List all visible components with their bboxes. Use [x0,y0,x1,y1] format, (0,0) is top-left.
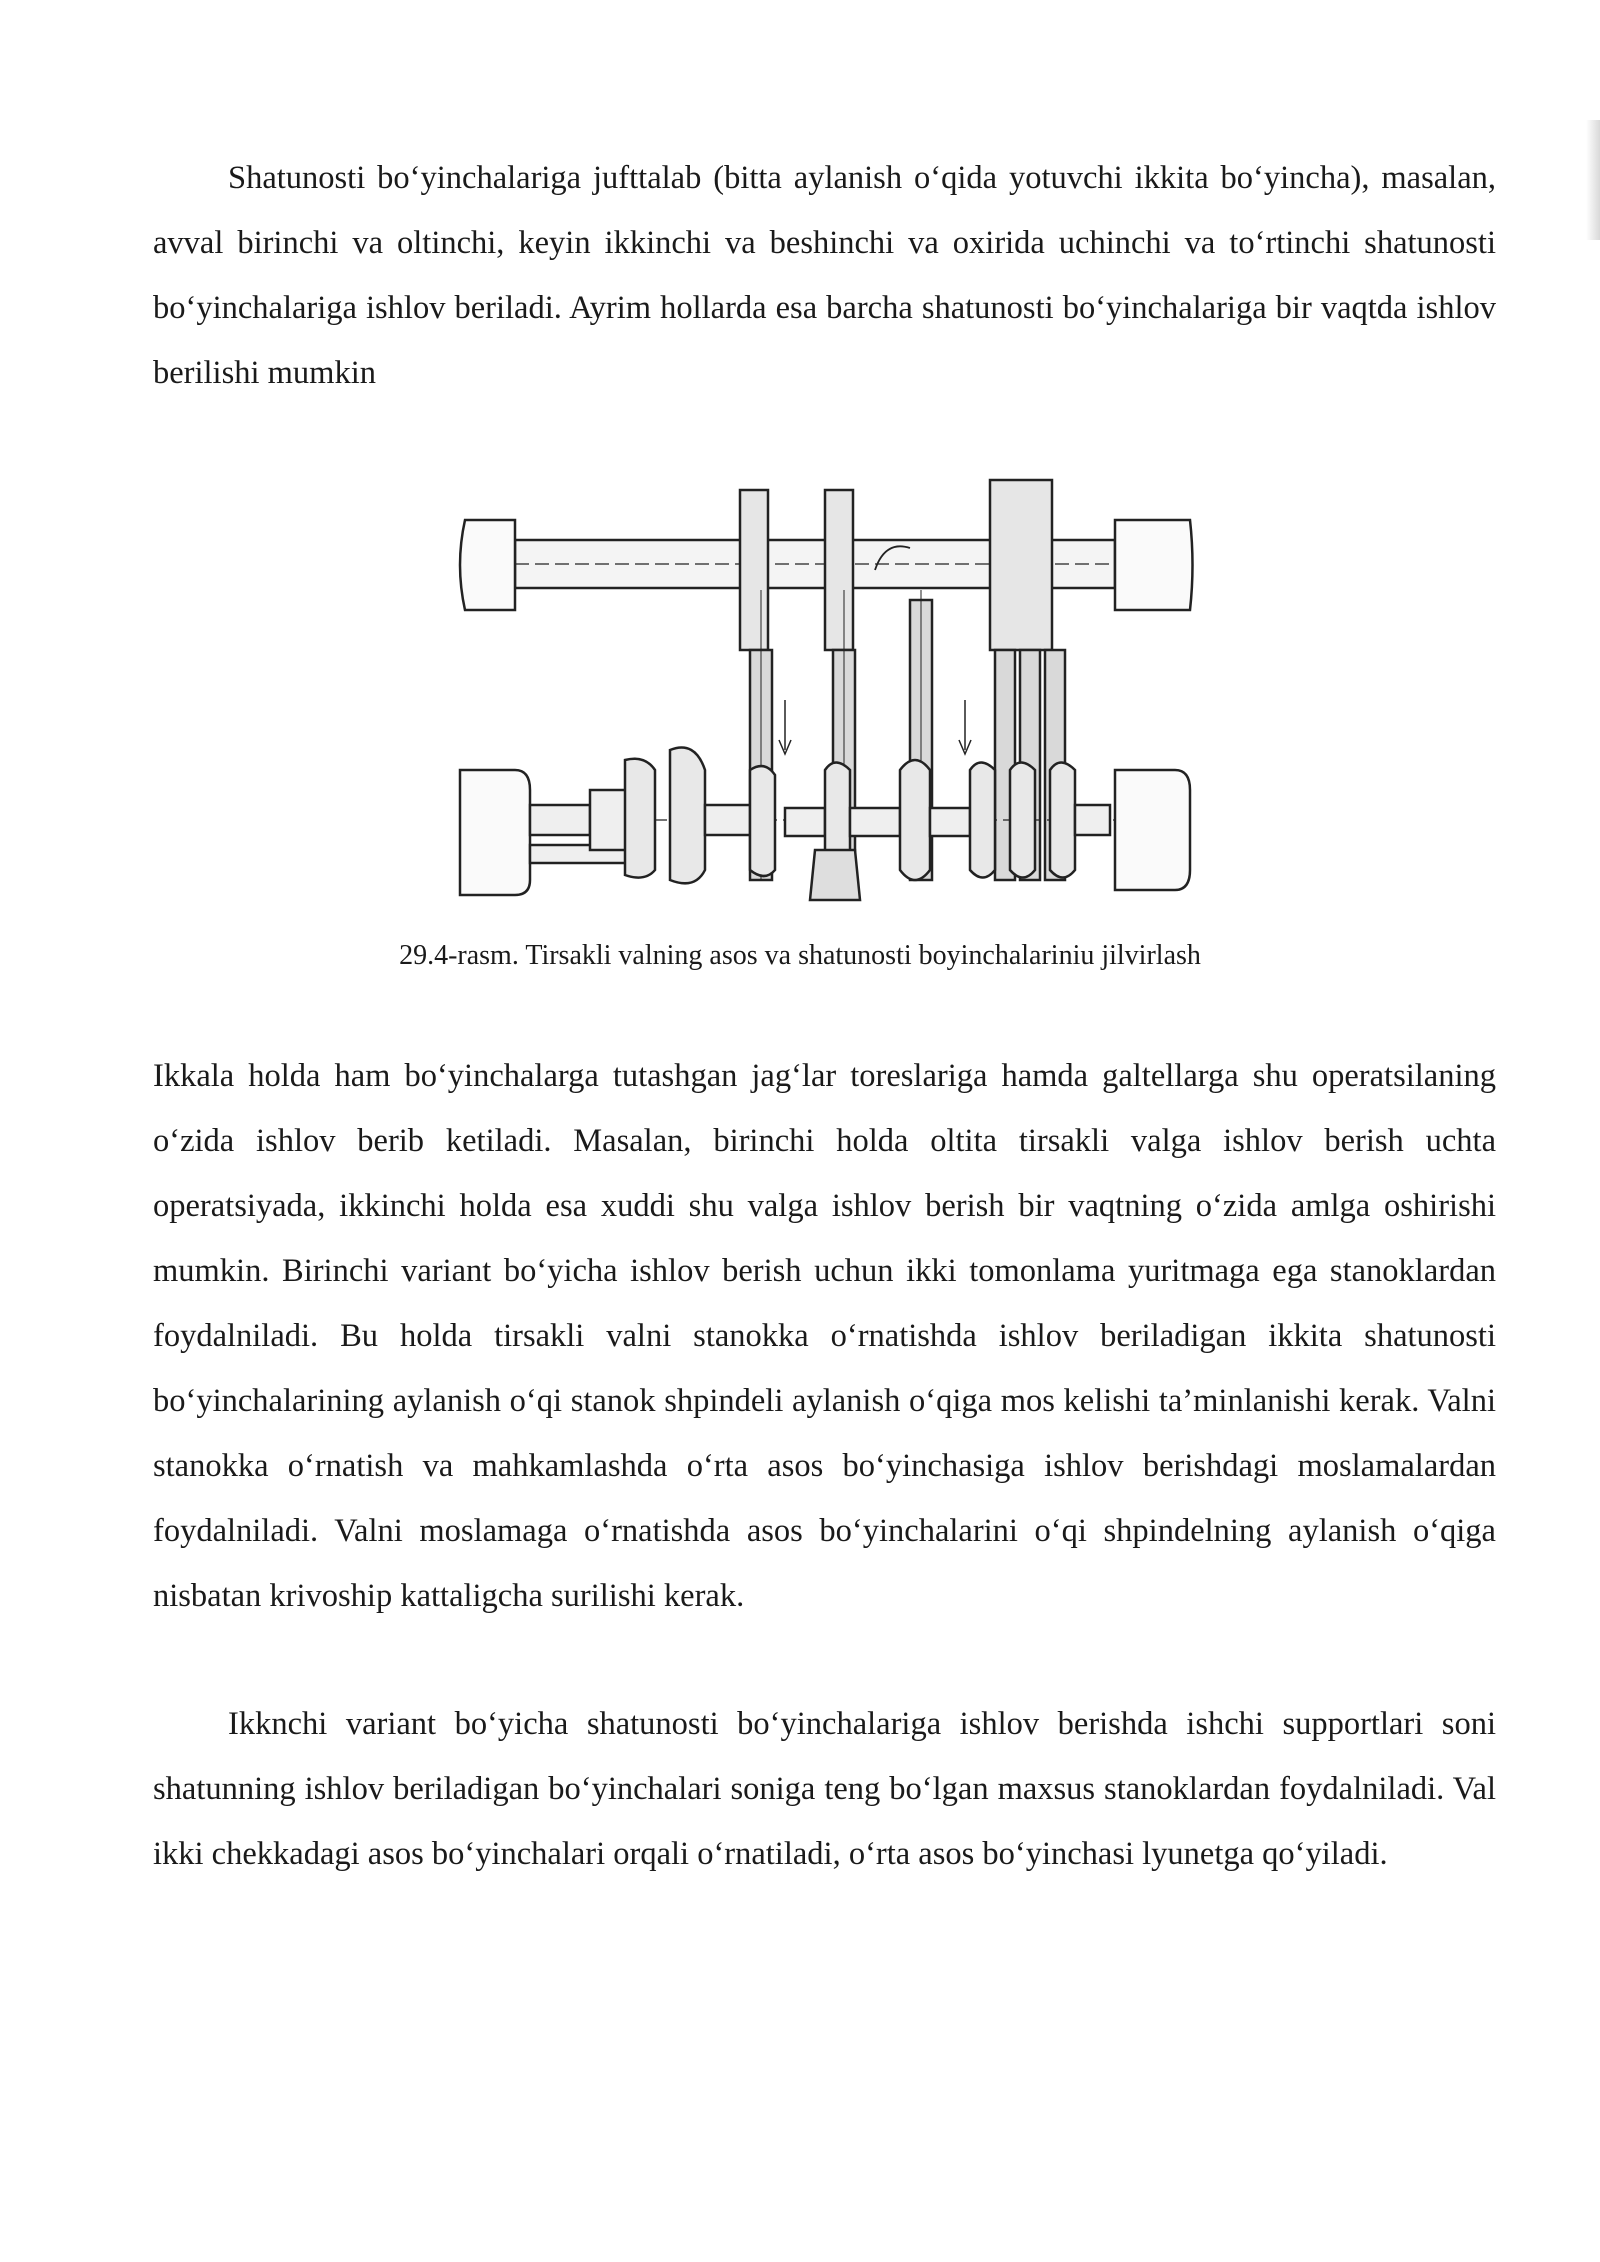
paragraph-2: Ikkala holda ham bo‘yinchalarga tutashgan jag‘lar toreslariga hamda galtellarga shu operatsilaning o‘zida ishlov berib ketiladi. Masalan, birinchi holda oltita tirsakli valga ishlov berish uchta operatsiyada, ikkinchi holda esa xuddi shu valga ishlov berish bir vaqtning o‘zida amlga oshirishi mumkin. Birinchi variant bo‘yicha ishlov berish uchun ikki tomonlama yuritmaga ega stanoklardan foydalniladi. Bu holda tirsakli valni stanokka o‘rnatishda ishlov beriladigan ikkita shatunosti bo‘yinchalarining aylanish o‘qi stanok shpindeli aylanish o‘qiga mos kelishi ta’minlanishi kerak. Valni stanokka o‘rnatish va mahkamlashda o‘rta asos bo‘yinchasiga ishlov berishdagi moslamalardan foydalniladi. Valni moslamaga o‘rnatishda asos bo‘yinchalarini o‘qi shpindelning aylanish o‘qiga nisbatan krivoship kattaligcha surilishi kerak. [153,1058,1496,1614]
paragraph-1: Shatunosti bo‘yinchalariga jufttalab (bitta aylanish o‘qida yotuvchi ikkita bo‘yincha), masalan, avval birinchi va oltinchi, keyin ikkinchi va beshinchi va oxirida uchinchi va to‘rtinchi shatunosti bo‘yinchalariga ishlov beriladi. Ayrim hollarda esa barcha shatunosti bo‘yinchalariga bir vaqtda ishlov berilishi mumkin [153,160,1496,391]
paragraph-3: Ikknchi variant bo‘yicha shatunosti bo‘yinchalariga ishlov berishda ishchi supportlari soni shatunning ishlov beriladigan bo‘yinchalari soniga teng bo‘lgan maxsus stanoklardan foydalniladi. Val ikki chekkadagi asos bo‘yinchalari orqali o‘rnatiladi, o‘rta asos bo‘yinchasi lyunetga qo‘yiladi. [153,1706,1496,1872]
figure-caption: 29.4-rasm. Tirsakli valning asos va shatunosti boyinchalariniu jilvirlash [399,940,1201,971]
scan-edge-shadow [1586,120,1600,240]
figure-grinding-machine-diagram [455,470,1195,920]
crankshaft-grinding-diagram [455,470,1195,920]
